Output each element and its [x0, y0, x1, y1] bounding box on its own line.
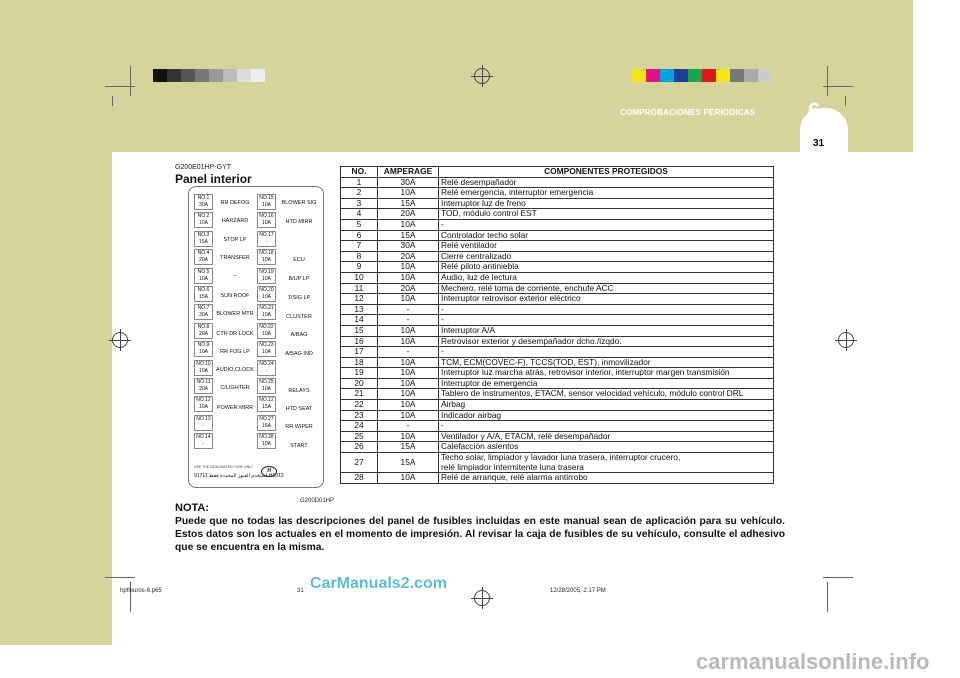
component-cell: Relé de arranque, relé alarma antirrobo	[439, 473, 774, 484]
right-circuit-label: HTD MIRR	[285, 219, 313, 225]
fuse-amperage: 10A	[262, 202, 271, 208]
fuse-number-cell: 1	[341, 177, 378, 188]
right-circuit-label: BLOWER SIG	[281, 200, 317, 206]
right-fuse-slot	[257, 378, 276, 394]
crop-mark	[823, 577, 853, 578]
fuse-number: NO.16	[259, 213, 274, 220]
fuse-number-cell: 23	[341, 410, 378, 421]
fuse-number: NO.7	[197, 305, 210, 312]
color-swatch	[702, 69, 716, 82]
component-cell: Techo solar, limpiador y lavador luna trasera, interruptor crucero, relé limpiador intermitente luna trasera	[439, 453, 774, 473]
component-cell: Interruptor de emergencia	[439, 378, 774, 389]
fuse-amperage: 20A	[199, 257, 208, 264]
fuse-number-cell: 24	[341, 421, 378, 432]
component-cell: Interruptor luz marcha atrás, retrovisor interior, interruptor margen transmisión	[439, 368, 774, 379]
component-cell: -	[439, 347, 774, 358]
table-row	[341, 262, 774, 273]
fuse-number-cell: 27	[341, 453, 378, 473]
footer-page: 31	[297, 588, 304, 594]
registration-mark	[474, 68, 490, 84]
right-fuse-slot	[257, 304, 276, 320]
header-band	[0, 0, 913, 152]
color-swatch	[167, 69, 181, 82]
right-fuse-slot	[257, 323, 276, 339]
right-fuse-slot	[257, 249, 276, 265]
color-swatch	[744, 69, 758, 82]
right-fuse-slot	[257, 194, 276, 210]
left-fuse-slot	[194, 231, 213, 247]
left-fuse-slot	[194, 323, 213, 339]
right-fuse-slot	[257, 212, 276, 228]
fuse-number-cell: 17	[341, 347, 378, 358]
fuse-amperage: 10A	[262, 294, 271, 300]
site-link[interactable]: CarManuals2.com	[310, 575, 447, 592]
table-row	[341, 357, 774, 368]
left-circuit-label: SUN ROOF	[220, 293, 250, 299]
fuse-amperage: 10A	[262, 275, 271, 282]
fuse-number-cell: 16	[341, 336, 378, 347]
amperage-cell: 10A	[378, 357, 439, 368]
left-fuse-slot	[194, 396, 213, 412]
header-no: NO.	[341, 167, 378, 178]
amperage-cell: 15A	[378, 230, 439, 241]
right-circuit-label: B/UP LP	[288, 276, 310, 282]
color-swatch	[646, 69, 660, 82]
fuse-amperage: 10A	[199, 275, 208, 282]
left-fuse-slot	[194, 249, 213, 265]
right-fuse-slot	[257, 268, 276, 284]
fuse-number: NO.22	[259, 323, 274, 330]
fuse-number-cell: 18	[341, 357, 378, 368]
table-row	[341, 304, 774, 315]
table-row	[341, 283, 774, 294]
table-row	[341, 325, 774, 336]
component-cell: Indicador airbag	[439, 410, 774, 421]
fuse-amperage: -	[265, 367, 268, 374]
left-fuse-slot	[194, 341, 213, 357]
fuse-amperage: 20A	[199, 330, 208, 337]
table-row	[341, 294, 774, 305]
fuse-number: NO.13	[196, 415, 211, 422]
color-swatch	[223, 69, 237, 82]
amperage-cell: 10A	[378, 410, 439, 421]
left-circuit-label: RR FOG LP	[220, 349, 250, 355]
table-row	[341, 315, 774, 326]
fuse-number-cell: 8	[341, 251, 378, 262]
amperage-cell: 10A	[378, 336, 439, 347]
fuse-number: NO.25	[259, 379, 274, 385]
color-swatch	[181, 69, 195, 82]
amperage-cell: -	[378, 315, 439, 326]
amperage-cell: 10A	[378, 378, 439, 389]
fuse-number: NO.6	[197, 287, 210, 293]
fuse-amperage: 30A	[199, 202, 208, 208]
right-fuse-slot	[257, 231, 276, 247]
fuse-number-cell: 25	[341, 431, 378, 442]
table-row	[341, 378, 774, 389]
right-circuit-label: RELAYS	[288, 388, 310, 394]
crop-mark	[130, 582, 131, 612]
color-swatch	[153, 69, 167, 82]
amperage-cell: -	[378, 421, 439, 432]
amperage-cell: 10A	[378, 219, 439, 230]
fuse-amperage: 10A	[262, 257, 271, 264]
fuse-amperage: 20A	[199, 386, 208, 392]
component-cell: Interruptor A/A	[439, 325, 774, 336]
fuse-amperage: 10A	[262, 312, 271, 319]
component-cell: Tablero de instrumentos, ETACM, sensor velocidad vehículo, módulo control DRL	[439, 389, 774, 400]
left-circuit-label: AUDIO,CLOCK	[216, 367, 254, 373]
crop-mark	[827, 66, 828, 96]
right-fuse-slot	[257, 415, 276, 431]
crop-mark	[845, 96, 846, 106]
watermark: carmanualsonline.info	[696, 649, 930, 674]
left-circuit-label: HARZARD	[221, 218, 249, 224]
table-row	[341, 347, 774, 358]
fuse-number: NO.11	[196, 379, 211, 385]
fuse-amperage: 15A	[199, 294, 208, 300]
note-heading: NOTA:	[175, 502, 210, 514]
table-row	[341, 272, 774, 283]
fuse-number: NO.9	[197, 342, 210, 349]
left-fuse-slot	[194, 286, 213, 302]
footer-date: 12/28/2005, 2:17 PM	[550, 588, 606, 594]
left-circuit-label: C/LIGHTER	[220, 385, 250, 391]
fuse-number: NO.19	[259, 268, 274, 275]
fuse-number-cell: 7	[341, 241, 378, 252]
crop-mark	[105, 577, 135, 578]
table-row	[341, 251, 774, 262]
fuse-number: NO.12	[259, 397, 274, 404]
fuse-amperage: 10A	[262, 330, 271, 337]
fuse-number-cell: 26	[341, 442, 378, 453]
left-fuse-slot	[194, 415, 213, 431]
fuse-number-cell: 19	[341, 368, 378, 379]
component-cell: TCM, ECM(COVEC-F), TCCS(TOD, EST), inmovilizador	[439, 357, 774, 368]
fuse-number: NO.12	[196, 397, 211, 404]
fuse-amperage: 10A	[199, 404, 208, 411]
component-cell: Relé piloto antiniebla	[439, 262, 774, 273]
color-strip-color	[632, 69, 772, 82]
table-row	[341, 368, 774, 379]
table-row	[341, 389, 774, 400]
component-cell: Cierre centralizado	[439, 251, 774, 262]
amperage-cell: 10A	[378, 389, 439, 400]
fuse-amperage: 15A	[262, 422, 271, 429]
registration-mark	[112, 332, 128, 348]
color-swatch	[688, 69, 702, 82]
right-circuit-label: ECU	[293, 257, 305, 263]
component-cell: -	[439, 315, 774, 326]
component-cell: -	[439, 421, 774, 432]
fuse-amperage: 10A	[262, 349, 271, 356]
left-circuit-label: POWER MIRR	[216, 405, 254, 411]
page-number: 31	[813, 138, 825, 149]
fuse-number-cell: 15	[341, 325, 378, 336]
fuse-number: NO.23	[259, 342, 274, 349]
right-circuit-label: T/SIG LP	[287, 295, 311, 301]
amperage-cell: 10A	[378, 368, 439, 379]
fuse-amperage: 10A	[262, 441, 271, 448]
amperage-cell: 15A	[378, 198, 439, 209]
fuse-number: NO.18	[259, 250, 274, 257]
left-fuse-slot	[194, 268, 213, 284]
color-swatch	[251, 69, 265, 82]
header-components: COMPONENTES PROTEGIDOS	[439, 167, 774, 178]
table-row	[341, 177, 774, 188]
fuse-number-cell: 2	[341, 188, 378, 199]
fuse-table	[340, 166, 774, 484]
left-circuit-label: STOP LP	[223, 237, 247, 243]
crop-mark	[823, 86, 853, 87]
fuse-number-cell: 11	[341, 283, 378, 294]
component-cell: Relé desempañador	[439, 177, 774, 188]
right-circuit-label: A/BAG IND	[285, 351, 313, 357]
right-circuit-label: RR WIPER	[285, 424, 313, 430]
fuse-amperage: -	[202, 441, 205, 448]
right-circuit-label: START	[290, 443, 308, 449]
fuse-number-cell: 22	[341, 400, 378, 411]
fuse-amperage: 10A	[262, 386, 271, 392]
component-cell: Relé ventilador	[439, 241, 774, 252]
fuse-number: NO.8	[197, 323, 210, 330]
fuse-amperage: 15A	[199, 238, 208, 245]
right-fuse-slot	[257, 396, 276, 412]
component-cell: -	[439, 219, 774, 230]
right-circuit-label: CLUSTER	[286, 314, 312, 320]
table-row	[341, 400, 774, 411]
color-swatch	[237, 69, 251, 82]
component-cell: Interruptor luz de freno	[439, 198, 774, 209]
component-cell: -	[439, 304, 774, 315]
amperage-cell: 15A	[378, 453, 439, 473]
left-fuse-slot	[194, 433, 213, 449]
component-cell: Relé emergencia, interruptor emergencia	[439, 188, 774, 199]
component-cell: Airbag	[439, 400, 774, 411]
color-swatch	[674, 69, 688, 82]
table-row	[341, 209, 774, 220]
amperage-cell: -	[378, 304, 439, 315]
crop-mark	[105, 86, 135, 87]
left-fuse-slot	[194, 304, 213, 320]
fuse-number: NO.4	[197, 250, 210, 257]
fuse-panel-diagram	[188, 186, 324, 488]
color-swatch	[195, 69, 209, 82]
panel-title: Panel interior	[175, 172, 252, 186]
left-circuit-label: TRANSFER	[220, 255, 250, 261]
color-strip-gray	[153, 69, 265, 82]
left-circuit-label: BLOWER MTR	[216, 311, 254, 317]
crop-mark	[112, 96, 113, 106]
color-swatch	[632, 69, 646, 82]
amperage-cell: 30A	[378, 241, 439, 252]
fuse-number: NO.3	[197, 231, 210, 238]
table-row	[341, 442, 774, 453]
right-fuse-slot	[257, 360, 276, 376]
amperage-cell: 10A	[378, 262, 439, 273]
amperage-cell: 10A	[378, 473, 439, 484]
color-swatch	[209, 69, 223, 82]
fuse-number: NO.21	[259, 305, 274, 312]
component-cell: Audio, luz de lectura	[439, 272, 774, 283]
component-cell: Calefacción asientos	[439, 442, 774, 453]
fuse-amperage: 10A	[262, 220, 271, 227]
component-cell: Controlador techo solar	[439, 230, 774, 241]
header-amperage: AMPERAGE	[378, 167, 439, 178]
left-circuit-label: –	[233, 273, 237, 279]
fuse-number: NO.10	[196, 360, 211, 367]
right-circuit-label: A/BAG	[290, 332, 308, 338]
registration-mark	[474, 590, 490, 606]
left-fuse-slot	[194, 194, 213, 210]
fuse-number-cell: 12	[341, 294, 378, 305]
amperage-cell: -	[378, 347, 439, 358]
fuse-number: NO.14	[196, 434, 211, 441]
table-row	[341, 421, 774, 432]
amperage-cell: 10A	[378, 272, 439, 283]
right-fuse-slot	[257, 286, 276, 302]
component-cell: TOD, módulo control EST	[439, 209, 774, 220]
fuse-number-cell: 13	[341, 304, 378, 315]
component-cell: Retrovisor exterior y desempañador dcho./izqdo.	[439, 336, 774, 347]
fuse-amperage: 10A	[199, 367, 208, 374]
table-row	[341, 410, 774, 421]
fuse-amperage: 10A	[199, 349, 208, 356]
table-row	[341, 230, 774, 241]
fuse-amperage: -	[265, 238, 268, 245]
registration-mark	[838, 332, 854, 348]
amperage-cell: 10A	[378, 188, 439, 199]
right-fuse-slot	[257, 433, 276, 449]
footer-file: hpfleuros-6.p65	[120, 588, 162, 594]
fuse-number: NO.24	[259, 360, 274, 367]
left-fuse-slot	[194, 378, 213, 394]
fuse-number-cell: 4	[341, 209, 378, 220]
fuse-number-cell: 21	[341, 389, 378, 400]
crop-mark	[827, 582, 828, 612]
fuse-number-cell: 3	[341, 198, 378, 209]
note-text: Puede que no todas las descripciones del panel de fusibles incluidas en este manual sean de aplicación para su vehículo. Estos datos son los actuales en el momento de impresión. Al revisar la caja de fusibles de su vehículo, consulte el adhesivo que se encuentra en la misma.	[175, 516, 785, 553]
amperage-cell: 10A	[378, 294, 439, 305]
fuse-number-cell: 5	[341, 219, 378, 230]
fuse-number-cell: 14	[341, 315, 378, 326]
hyundai-logo-icon: H	[261, 466, 277, 477]
fuse-number: NO.28	[259, 434, 274, 441]
right-circuit-label: HTD SEAT	[285, 406, 313, 412]
amperage-cell: 20A	[378, 251, 439, 262]
fuse-number-cell: 9	[341, 262, 378, 273]
table-row	[341, 453, 774, 473]
fuse-number: NO.27	[259, 415, 274, 422]
color-swatch	[716, 69, 730, 82]
color-swatch	[660, 69, 674, 82]
table-row	[341, 198, 774, 209]
amperage-cell: 10A	[378, 431, 439, 442]
fuse-amperage: 10A	[199, 220, 208, 227]
component-cell: Mechero, relé toma de corriente, enchufe ACC	[439, 283, 774, 294]
crop-mark	[130, 66, 131, 96]
diagram-code: G200D01HP	[300, 498, 335, 504]
diagram-part-code: استخدم الفيوز المحددة فقط 91711-H1013	[194, 473, 284, 479]
fuse-amperage: 15A	[262, 404, 271, 411]
panel-code: G200E01HP-GYT	[175, 164, 232, 171]
amperage-cell: 15A	[378, 442, 439, 453]
component-cell: Ventilador y A/A, ETACM, relé desempañador	[439, 431, 774, 442]
section-title: COMPROBACIONES PERIODICAS	[620, 108, 756, 117]
left-fuse-slot	[194, 360, 213, 376]
fuse-number: NO.1	[197, 195, 210, 201]
fuse-number: NO.5	[197, 268, 210, 275]
table-row	[341, 188, 774, 199]
table-row	[341, 241, 774, 252]
fuse-number-cell: 6	[341, 230, 378, 241]
left-circuit-label: RR DEFOG	[220, 200, 250, 206]
component-cell: Interruptor retrovisor exterior eléctrico	[439, 294, 774, 305]
color-swatch	[730, 69, 744, 82]
table-row	[341, 473, 774, 484]
fuse-number-cell: 28	[341, 473, 378, 484]
left-circuit-label: CTR DR LOCK	[216, 331, 254, 337]
fuse-number-cell: 20	[341, 378, 378, 389]
left-fuse-slot	[194, 212, 213, 228]
table-row	[341, 219, 774, 230]
color-swatch	[758, 69, 772, 82]
amperage-cell: 20A	[378, 209, 439, 220]
amperage-cell: 20A	[378, 283, 439, 294]
table-row	[341, 431, 774, 442]
amperage-cell: 10A	[378, 325, 439, 336]
fuse-number: NO.20	[259, 287, 274, 293]
fuse-number: NO.15	[259, 195, 274, 201]
amperage-cell: 30A	[378, 177, 439, 188]
fuse-amperage: -	[202, 422, 205, 429]
fuse-amperage: 30A	[199, 312, 208, 319]
table-row	[341, 336, 774, 347]
fuse-number: NO.17	[259, 231, 274, 238]
fuse-number: NO.2	[197, 213, 210, 220]
chapter-number: 6	[808, 98, 821, 123]
fuse-number-cell: 10	[341, 272, 378, 283]
right-fuse-slot	[257, 341, 276, 357]
amperage-cell: 10A	[378, 400, 439, 411]
warning-text: USE THE DESIGNATED FUSE ONLY	[194, 465, 254, 469]
